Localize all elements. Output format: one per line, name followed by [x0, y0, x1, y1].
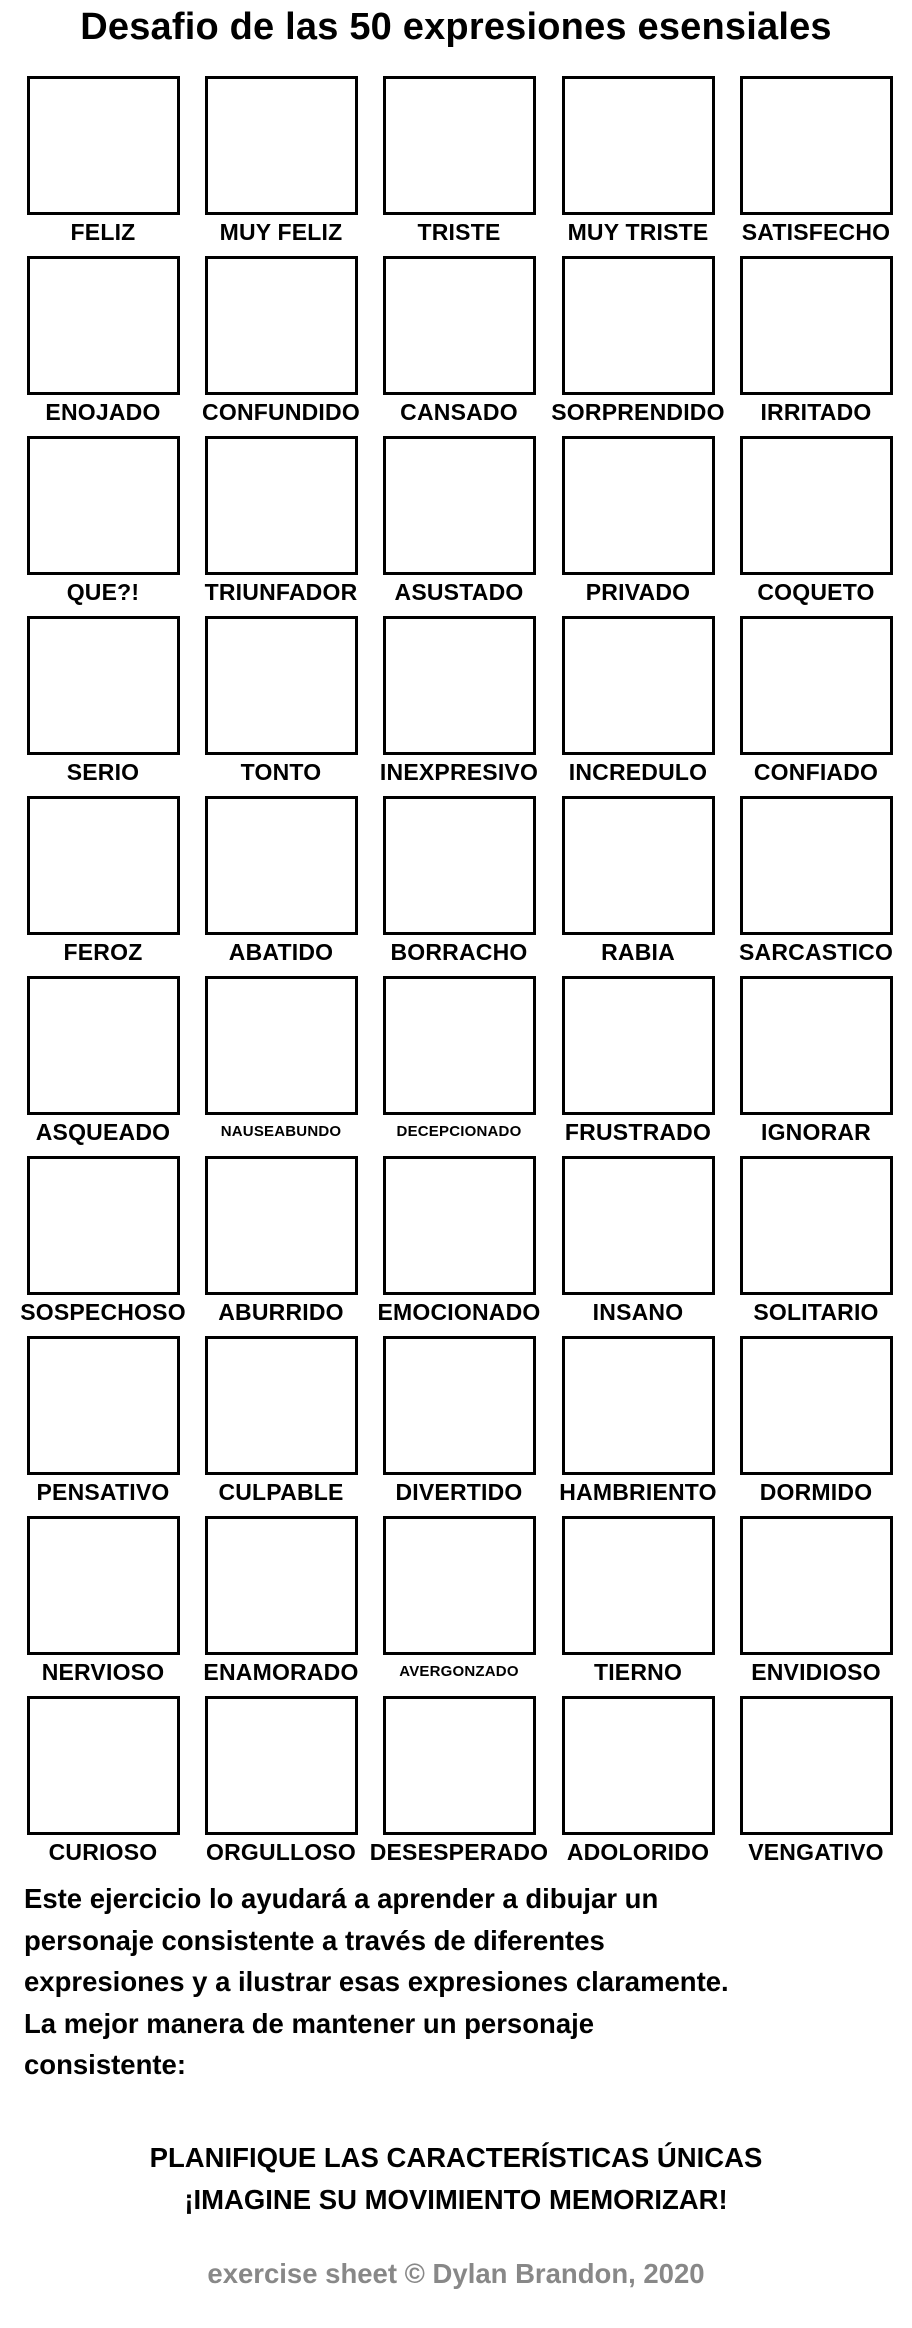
expression-label: ADOLORIDO: [566, 1839, 710, 1865]
expression-label: ORGULLOSO: [205, 1839, 357, 1865]
expression-cell: [356, 616, 539, 796]
expression-label: IGNORAR: [760, 1119, 871, 1145]
expression-label: INEXPRESIVO: [379, 759, 539, 785]
expression-cell: [178, 1156, 358, 1336]
expression-label: SARCASTICO: [738, 939, 894, 965]
page-title: Desafio de las 50 expresiones esensiales: [80, 6, 832, 48]
expression-label: DORMIDO: [759, 1479, 873, 1505]
expression-label: TONTO: [240, 759, 322, 785]
expression-cell: [535, 256, 725, 436]
expression-label: PENSATIVO: [36, 1479, 170, 1505]
drawing-box: [205, 796, 358, 935]
expression-label: EMOCIONADO: [377, 1299, 541, 1325]
drawing-box: [27, 436, 180, 575]
drawing-box: [562, 1156, 715, 1295]
expression-cell: [356, 796, 536, 976]
drawing-box: [740, 1516, 893, 1655]
drawing-box: [740, 76, 893, 215]
expression-cell: [0, 976, 180, 1156]
expression-cell: [535, 1156, 715, 1336]
expression-cell: [178, 976, 358, 1156]
expression-cell: [0, 1336, 180, 1516]
drawing-box: [205, 76, 358, 215]
expression-cell: [713, 436, 893, 616]
expression-label: CONFIADO: [753, 759, 879, 785]
expression-label: TRIUNFADOR: [204, 579, 358, 605]
expression-cell: [356, 76, 536, 256]
expression-label: HAMBRIENTO: [559, 1479, 717, 1505]
expression-cell: [0, 1696, 180, 1876]
drawing-box: [740, 616, 893, 755]
expression-label: IRRITADO: [760, 399, 872, 425]
drawing-box: [562, 1696, 715, 1835]
description: [24, 1878, 904, 2086]
expression-label: INCREDULO: [568, 759, 708, 785]
drawing-box: [205, 1696, 358, 1835]
expression-label: CANSADO: [400, 399, 518, 425]
expression-cell: [713, 616, 893, 796]
drawing-box: [27, 796, 180, 935]
expression-cell: [713, 1336, 893, 1516]
description-line: Este ejercicio lo ayudará a aprender a dibujar un: [24, 1883, 659, 1914]
expression-label: INSANO: [592, 1299, 684, 1325]
expression-cell: [535, 616, 715, 796]
expression-label: FRUSTRADO: [564, 1119, 712, 1145]
description-line: consistente:: [24, 2049, 186, 2080]
expression-label: FEROZ: [63, 939, 143, 965]
drawing-box: [27, 1696, 180, 1835]
expression-label: TIERNO: [593, 1659, 683, 1685]
drawing-box: [562, 256, 715, 395]
expression-cell: [535, 1516, 715, 1696]
drawing-box: [740, 1156, 893, 1295]
expression-label: QUE?!: [66, 579, 140, 605]
expression-label: ASUSTADO: [394, 579, 524, 605]
expression-cell: [713, 1156, 893, 1336]
drawing-box: [562, 976, 715, 1115]
drawing-box: [562, 76, 715, 215]
expression-cell: [178, 1516, 358, 1696]
expression-label: DECEPCIONADO: [396, 1123, 522, 1140]
expression-label: AVERGONZADO: [399, 1663, 519, 1680]
description-line: La mejor manera de mantener un personaje: [24, 2007, 595, 2039]
drawing-box: [205, 1156, 358, 1295]
expression-label: CURIOSO: [48, 1839, 158, 1865]
drawing-box: [383, 436, 536, 575]
drawing-box: [27, 616, 180, 755]
expression-cell: [535, 1696, 715, 1876]
expression-cell: [535, 436, 715, 616]
expression-label: ABURRIDO: [218, 1299, 344, 1325]
expression-label: ENVIDIOSO: [751, 1659, 881, 1685]
expression-label: SATISFECHO: [741, 219, 891, 245]
expression-label: SOSPECHOSO: [20, 1299, 186, 1325]
expression-label: COQUETO: [757, 579, 875, 605]
expression-label: CULPABLE: [218, 1479, 344, 1505]
drawing-box: [562, 796, 715, 935]
drawing-box: [27, 256, 180, 395]
drawing-box: [383, 76, 536, 215]
expression-cell: [0, 796, 180, 976]
expression-cell: [535, 976, 715, 1156]
expression-cell: [713, 76, 893, 256]
drawing-box: [205, 976, 358, 1115]
emphasis-block: [0, 2137, 912, 2221]
drawing-box: [383, 1516, 536, 1655]
expression-label: SORPRENDIDO: [551, 399, 725, 425]
drawing-box: [205, 616, 358, 755]
drawing-box: [383, 1696, 536, 1835]
drawing-box: [562, 616, 715, 755]
expression-cell: [356, 1336, 536, 1516]
expression-cell: [178, 76, 358, 256]
expression-cell: [356, 436, 536, 616]
expression-cell: [0, 76, 180, 256]
expression-label: NAUSEABUNDO: [220, 1123, 342, 1140]
expression-label: FELIZ: [70, 219, 136, 245]
expression-cell: [713, 1696, 893, 1876]
expression-label: ABATIDO: [228, 939, 334, 965]
drawing-box: [562, 1516, 715, 1655]
expression-cell: [178, 796, 358, 976]
expression-cell: [0, 256, 180, 436]
drawing-box: [562, 436, 715, 575]
expression-label: SERIO: [66, 759, 140, 785]
expression-cell: [535, 1336, 715, 1516]
expression-cell: [535, 76, 715, 256]
expression-cell: [178, 616, 358, 796]
drawing-box: [383, 796, 536, 935]
expression-label: SOLITARIO: [753, 1299, 879, 1325]
drawing-box: [383, 616, 536, 755]
expression-label: BORRACHO: [390, 939, 528, 965]
expression-label: TRISTE: [417, 219, 501, 245]
drawing-box: [740, 976, 893, 1115]
expression-cell: [178, 436, 358, 616]
expression-label: MUY FELIZ: [219, 219, 343, 245]
expression-label: DIVERTIDO: [395, 1479, 523, 1505]
emphasis-line: PLANIFIQUE LAS CARACTERÍSTICAS ÚNICAS: [149, 2142, 763, 2173]
expression-cell: [0, 616, 180, 796]
drawing-box: [205, 1336, 358, 1475]
expression-label: MUY TRISTE: [567, 219, 709, 245]
drawing-box: [27, 1336, 180, 1475]
expression-cell: [0, 1156, 186, 1336]
expression-cell: [0, 436, 180, 616]
drawing-box: [740, 256, 893, 395]
drawing-box: [740, 1336, 893, 1475]
drawing-box: [740, 796, 893, 935]
drawing-box: [205, 436, 358, 575]
drawing-box: [740, 436, 893, 575]
drawing-box: [383, 1156, 536, 1295]
copyright-footer: exercise sheet © Dylan Brandon, 2020: [207, 2258, 705, 2289]
drawing-box: [383, 256, 536, 395]
expression-cell: [178, 1336, 358, 1516]
expression-cell: [0, 1516, 180, 1696]
drawing-box: [740, 1696, 893, 1835]
expression-cell: [535, 796, 715, 976]
drawing-box: [27, 1516, 180, 1655]
description-line: personaje consistente a través de diferentes: [24, 1924, 605, 1956]
expression-cell: [178, 256, 358, 436]
description-line: expresiones y a ilustrar esas expresiones claramente.: [24, 1966, 729, 1997]
expression-cell: [356, 1696, 549, 1876]
expression-cell: [713, 976, 893, 1156]
drawing-box: [205, 256, 358, 395]
expression-label: RABIA: [601, 939, 675, 965]
expression-cell: [713, 1516, 893, 1696]
drawing-box: [205, 1516, 358, 1655]
expression-cell: [356, 1156, 541, 1336]
drawing-box: [27, 76, 180, 215]
drawing-box: [27, 1156, 180, 1295]
expression-label: ASQUEADO: [35, 1119, 171, 1145]
drawing-box: [383, 1336, 536, 1475]
expression-label: ENOJADO: [45, 399, 161, 425]
emphasis-line: ¡IMAGINE SU MOVIMIENTO MEMORIZAR!: [184, 2184, 728, 2215]
expression-cell: [356, 256, 536, 436]
expression-label: CONFUNDIDO: [202, 399, 360, 425]
expression-cell: [178, 1696, 358, 1876]
drawing-box: [383, 976, 536, 1115]
expression-cell: [356, 1516, 536, 1696]
expression-label: PRIVADO: [585, 579, 691, 605]
expression-label: NERVIOSO: [41, 1659, 165, 1685]
expression-cell: [713, 256, 893, 436]
drawing-box: [27, 976, 180, 1115]
expression-cell: [713, 796, 893, 976]
expression-label: DESESPERADO: [369, 1839, 549, 1865]
expression-label: VENGATIVO: [748, 1839, 884, 1865]
drawing-box: [562, 1336, 715, 1475]
expression-label: ENAMORADO: [203, 1659, 359, 1685]
expression-cell: [356, 976, 536, 1156]
